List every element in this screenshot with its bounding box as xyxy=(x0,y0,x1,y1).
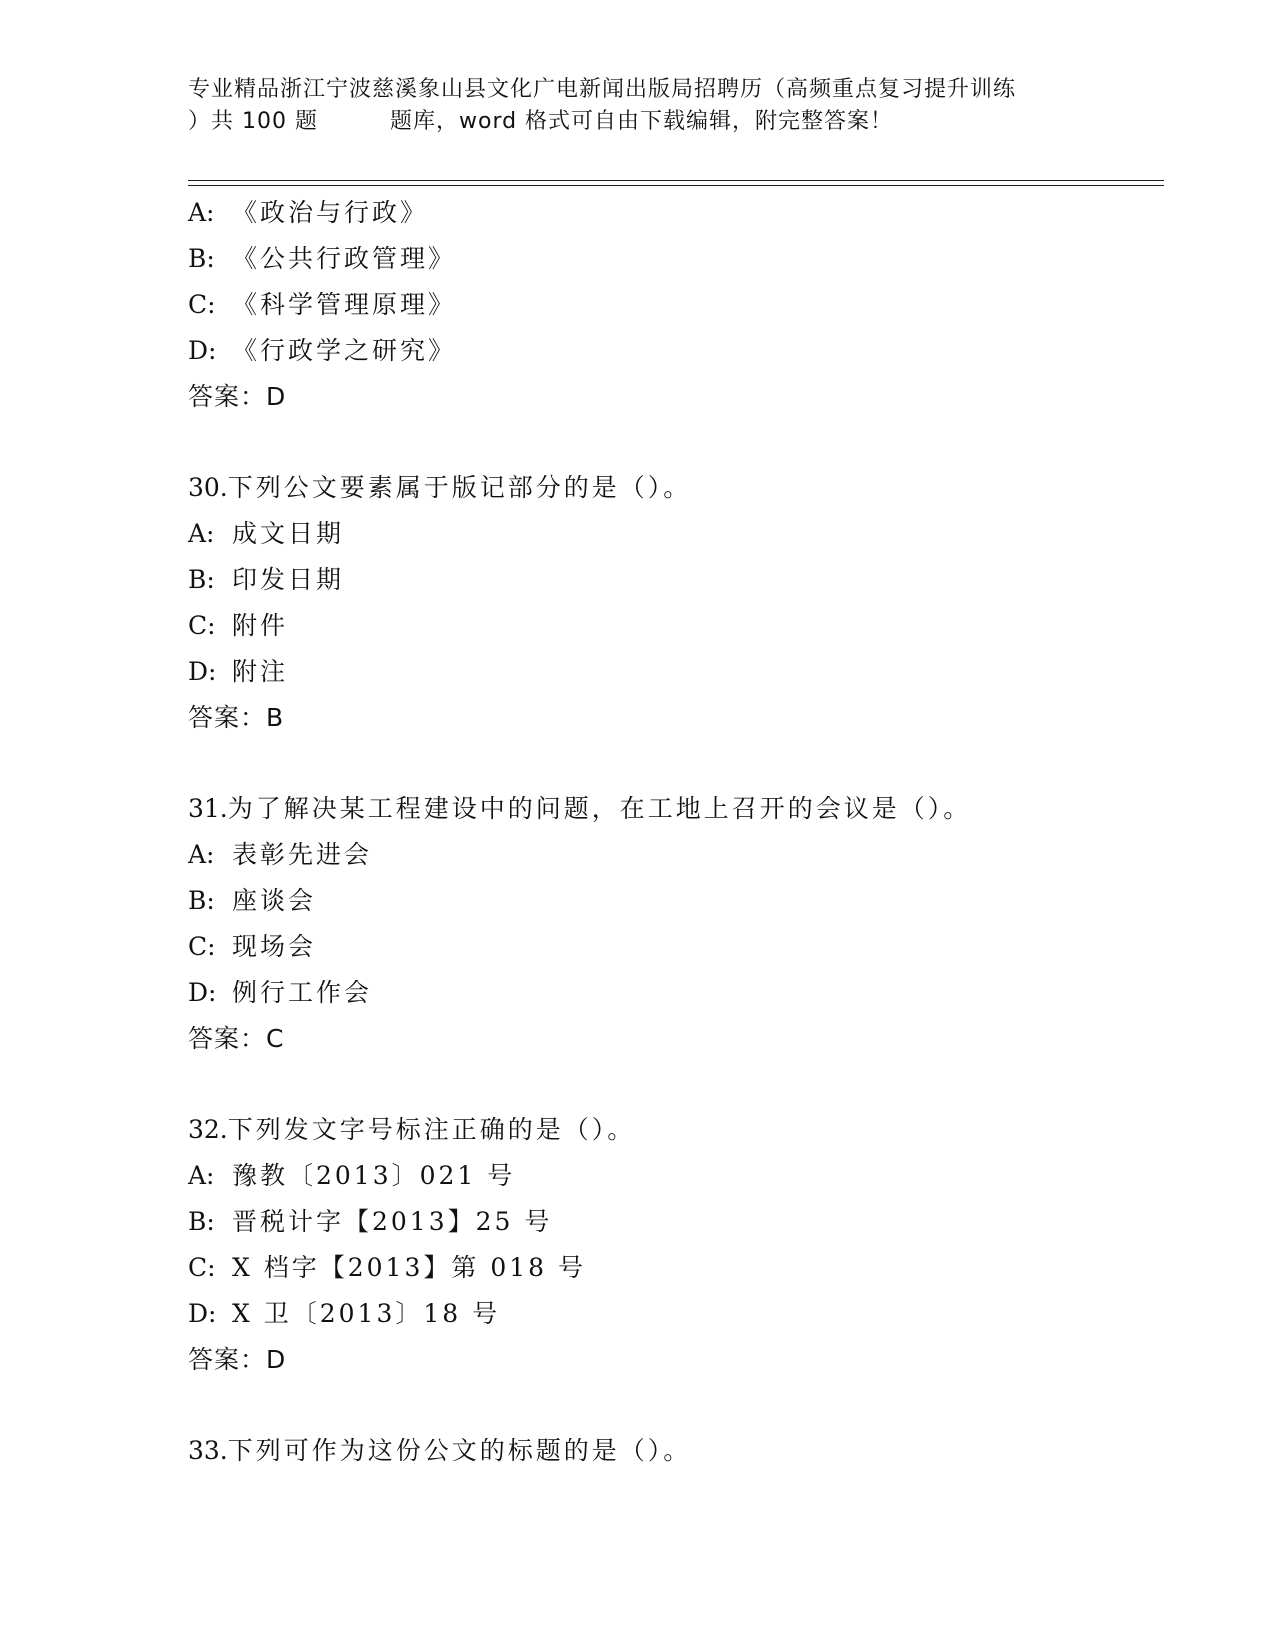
question-text: 下列发文字号标注正确的是（）。 xyxy=(227,1115,636,1144)
answer-line: 答案：C xyxy=(188,1024,285,1053)
answer-line: 答案：D xyxy=(188,382,287,411)
option-a: A: 《政治与行政》 xyxy=(188,198,429,227)
question-stem xyxy=(188,465,1164,511)
question-31 xyxy=(188,786,1164,1062)
question-number: 30. xyxy=(188,473,228,502)
question-text: 为了解决某工程建设中的问题，在工地上召开的会议是（）。 xyxy=(227,794,972,823)
question-stem xyxy=(188,786,1164,832)
header-rule-bottom xyxy=(188,185,1164,186)
option-b: B: 《公共行政管理》 xyxy=(188,244,457,273)
option-d: D: 《行政学之研究》 xyxy=(188,336,457,365)
header-line-2-part-a: ）共 100 题 xyxy=(188,109,318,134)
option-c: C: 现场会 xyxy=(188,932,317,961)
header-rule-top xyxy=(188,180,1164,181)
question-stem xyxy=(188,1107,1164,1153)
question-number: 33. xyxy=(188,1436,228,1465)
option-c: C: X 档字【2013】第 018 号 xyxy=(188,1253,586,1282)
question-text: 下列公文要素属于版记部分的是（）。 xyxy=(227,473,692,502)
option-b: B: 印发日期 xyxy=(188,565,345,594)
option-a: A: 表彰先进会 xyxy=(188,840,373,869)
question-number: 31. xyxy=(188,794,228,823)
document-header xyxy=(188,74,1088,138)
question-29 xyxy=(188,190,1164,420)
option-b: B: 晋税计字【2013】25 号 xyxy=(188,1207,553,1236)
option-c: C: 《科学管理原理》 xyxy=(188,290,457,319)
option-b: B: 座谈会 xyxy=(188,886,317,915)
question-stem xyxy=(188,1428,1164,1474)
question-32 xyxy=(188,1107,1164,1383)
option-a: A: 豫教〔2013〕021 号 xyxy=(188,1161,516,1190)
option-d: D: X 卫〔2013〕18 号 xyxy=(188,1299,501,1328)
question-list xyxy=(188,190,1164,1474)
header-line-1: 专业精品浙江宁波慈溪象山县文化广电新闻出版局招聘历（高频重点复习提升训练 xyxy=(188,77,1017,102)
header-line-2-part-b: 题库，word 格式可自由下载编辑，附完整答案！ xyxy=(389,109,894,134)
question-text: 下列可作为这份公文的标题的是（）。 xyxy=(227,1436,692,1465)
option-a: A: 成文日期 xyxy=(188,519,345,548)
header-line-2 xyxy=(188,106,1088,138)
answer-line: 答案：B xyxy=(188,703,285,732)
question-30 xyxy=(188,465,1164,741)
question-33 xyxy=(188,1428,1164,1474)
option-d: D: 附注 xyxy=(188,657,289,686)
option-c: C: 附件 xyxy=(188,611,289,640)
question-number: 32. xyxy=(188,1115,228,1144)
option-d: D: 例行工作会 xyxy=(188,978,373,1007)
answer-line: 答案：D xyxy=(188,1345,287,1374)
